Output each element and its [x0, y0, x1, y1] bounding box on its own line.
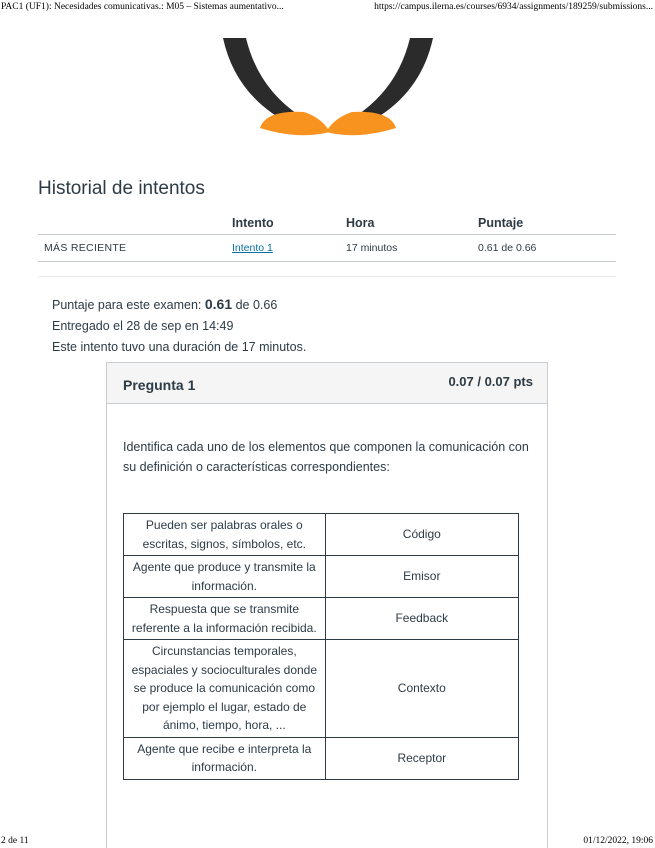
attempt-time: 17 minutos — [346, 235, 478, 262]
attempt-history-table — [38, 212, 616, 262]
column-header-blank — [38, 212, 232, 235]
definition-cell: Respuesta que se transmite referente a la información recibida. — [124, 598, 326, 640]
definition-cell: Agente que produce y transmite la información. — [124, 556, 326, 598]
attempt-link[interactable]: Intento 1 — [232, 242, 273, 254]
score-prefix: Puntaje para este examen: — [52, 298, 205, 312]
definition-cell: Circunstancias temporales, espaciales y socioculturales donde se produce la comunicación como por ejemplo el lugar, estado de ánimo, tiempo, hora, ... — [124, 640, 326, 738]
term-cell: Receptor — [325, 737, 518, 779]
column-header-attempt: Intento — [232, 212, 346, 235]
attempt-duration: Este intento tuvo una duración de 17 minutos. — [52, 340, 307, 354]
column-header-score: Puntaje — [478, 212, 616, 235]
term-cell: Feedback — [325, 598, 518, 640]
term-cell: Contexto — [325, 640, 518, 738]
print-datetime: 01/12/2022, 19:06 — [583, 836, 653, 846]
penguin-feet-icon — [218, 36, 438, 140]
term-cell: Código — [325, 514, 518, 556]
term-cell: Emisor — [325, 556, 518, 598]
question-points: 0.07 / 0.07 pts — [448, 374, 533, 389]
question-title: Pregunta 1 — [123, 377, 196, 393]
quiz-summary — [52, 294, 306, 358]
score-value: 0.61 — [204, 296, 233, 312]
print-header — [0, 0, 655, 16]
table-row — [124, 737, 519, 779]
table-row — [38, 235, 616, 262]
definition-cell: Pueden ser palabras orales o escritas, signos, símbolos, etc. — [124, 514, 326, 556]
print-page-title: PAC1 (UF1): Necesidades comunicativas.: M05 – Sistemas aumentativo... — [1, 2, 284, 12]
question-card — [106, 362, 548, 848]
table-row — [124, 556, 519, 598]
question-header — [107, 363, 547, 404]
definition-cell: Agente que recibe e interpreta la información. — [124, 737, 326, 779]
matching-table — [123, 513, 519, 780]
attempt-score: 0.61 de 0.66 — [478, 235, 616, 262]
page-number: 2 de 11 — [1, 836, 29, 846]
submitted-date: Entregado el 28 de sep en 14:49 — [52, 319, 234, 333]
quiz-score — [52, 294, 306, 316]
table-header-row — [38, 212, 616, 235]
print-page-url: https://campus.ilerna.es/courses/6934/assignments/189259/submissions... — [374, 2, 653, 12]
table-row — [124, 598, 519, 640]
table-row — [124, 640, 519, 738]
score-suffix: de 0.66 — [232, 298, 278, 312]
question-text: Identifica cada uno de los elementos que componen la comunicación con su definición o características correspondientes: — [123, 440, 529, 474]
table-row — [124, 514, 519, 556]
attempt-label: MÁS RECIENTE — [38, 235, 232, 262]
attempt-history-title: Historial de intentos — [38, 178, 205, 199]
column-header-time: Hora — [346, 212, 478, 235]
divider — [38, 276, 616, 277]
